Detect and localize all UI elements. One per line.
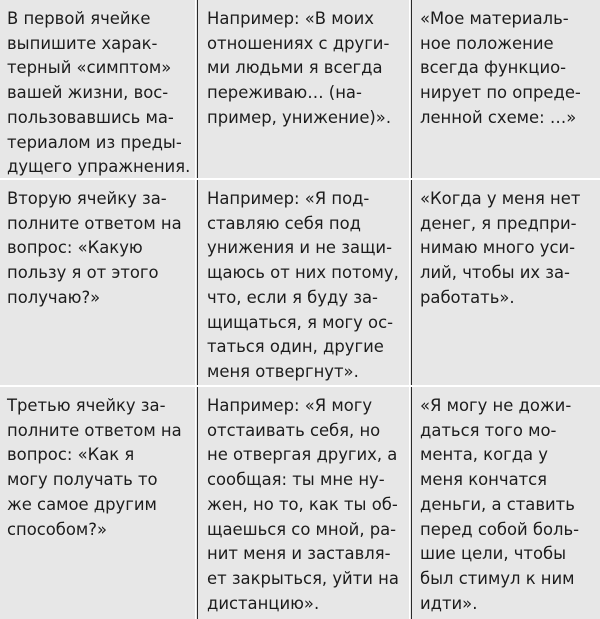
table-cell-example: Например: «Я под- ставляю себя под унижения и не защи- щаюсь от них потому, что, если я буду за- щищаться, я могу ос- таться один, другие меня отвергнут». [197, 180, 409, 385]
table-cell-example: Например: «В моих отношениях с други- ми людьми я всегда переживаю… (на- пример, унижение)». [197, 0, 409, 178]
table-row [0, 387, 600, 619]
table-cell-sample: «Мое материаль- ное положение всегда функцио- нирует по опреде- ленной схеме: …» [411, 0, 600, 178]
table-cell-example: Например: «Я могу отстаивать себя, но не отвергая других, а сообщая: ты мне ну- жен, но то, как ты об- щаешься со мной, ра- нит меня и заставля- ет закрыться, уйти на дистанцию». [197, 387, 409, 619]
table-row [0, 0, 600, 178]
table-cell-instruction: В первой ячейке выпишите харак- терный «симптом» вашей жизни, вос- пользовавшись ма- териалом из преды- дущего упражнения. [7, 9, 191, 177]
table-cell-instruction: Третью ячейку за- полните ответом на вопрос: «Как я могу получать то же самое другим способом?» [7, 396, 182, 539]
table-row [0, 180, 600, 385]
table-cell-sample: «Я могу не дожи- даться того мо- мента, когда у меня кончатся деньги, а ставить перед собой боль- шие цели, чтобы был стимул к ним идти». [411, 387, 600, 619]
table-cell-instruction: Вторую ячейку за- полните ответом на вопрос: «Какую пользу я от этого получаю?» [7, 189, 182, 307]
column-divider [195, 0, 196, 619]
column-divider [409, 0, 410, 619]
table-cell-sample: «Когда у меня нет денег, я предпри- нимаю много уси- лий, чтобы их за- работать». [411, 180, 600, 385]
